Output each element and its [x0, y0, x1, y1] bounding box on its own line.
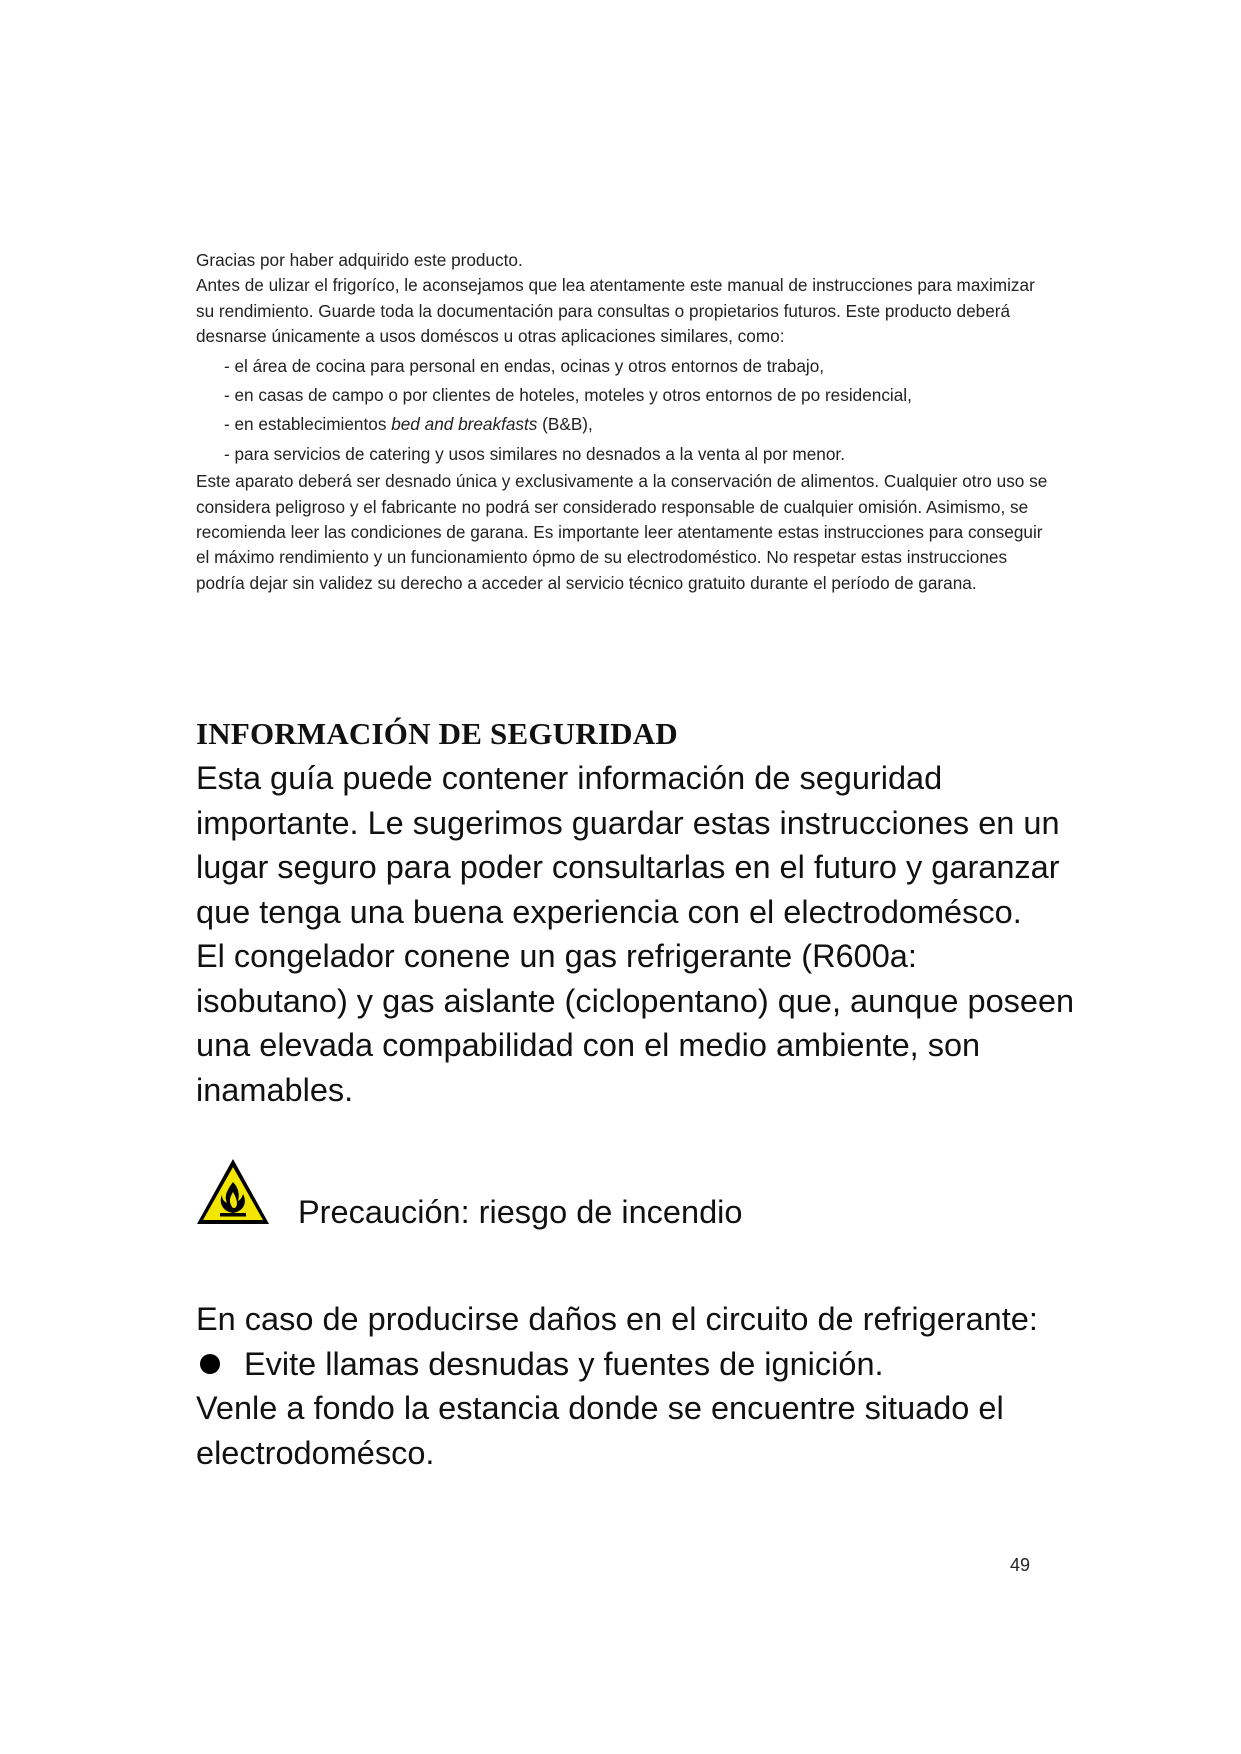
- safety-body: [196, 756, 1076, 1112]
- refrigerant-gas-paragraph: El congelador conene un gas refrigerante (R600a: isobutano) y gas aislante (ciclopentano) que, aunque poseen una elevada compabilidad con el medio ambiente, son inamables.: [196, 938, 1075, 1108]
- intro-paragraph: Antes de ulizar el frigoríco, le aconsejamos que lea atentamente este manual de instrucciones para maximizar su rendimiento. Guarde toda la documentación para consultas o propietarios futuros. Este producto deberá desnarse únicamente a usos doméscos u otras aplicaciones similares, como:: [196, 275, 1035, 347]
- bnb-prefix: - en establecimientos: [224, 414, 392, 435]
- bullet-dot-icon: [200, 1354, 220, 1374]
- intro-paragraph-2: Este aparato deberá ser desnado única y exclusivamente a la conservación de alimentos. Cualquier otro uso se considera peligroso y el fabricante no podrá ser considerado responsable de cualquier omisión. Asimismo, se recomienda leer las condiciones de garana. Es importante leer atentamente estas instrucciones para conseguir el máximo rendimiento y un funcionamiento ópmo de su electrodoméstico. No respetar estas instrucciones podría dejar sin validez su derecho a acceder al servicio técnico gratuito durante el período de garana.: [196, 471, 1048, 593]
- ventilate-paragraph: Venle a fondo la estancia donde se encuentre situado el electrodomésco.: [196, 1390, 1004, 1471]
- page-number: 49: [1010, 1555, 1031, 1575]
- fire-warning: [194, 1156, 894, 1236]
- damage-bullet: [196, 1342, 1076, 1387]
- intro-section: [196, 248, 1056, 596]
- damage-section: [196, 1297, 1076, 1475]
- damage-bullet-text: Evite llamas desnudas y fuentes de ignición.: [244, 1345, 884, 1382]
- safety-title: INFORMACIÓN DE SEGURIDAD: [196, 716, 678, 751]
- fire-hazard-warning-icon: [194, 1156, 272, 1228]
- damage-intro: En caso de producirse daños en el circuito de refrigerante:: [196, 1301, 1038, 1337]
- bnb-italic: bed and breakfasts: [391, 414, 538, 435]
- intro-thanks: Gracias por haber adquirido este producto.: [196, 250, 523, 270]
- intro-use-item: - para servicios de catering y usos similares no desnados a la venta al por menor.: [224, 443, 845, 464]
- intro-use-item-bnb: [196, 412, 1056, 437]
- bnb-suffix: (B&B),: [537, 414, 593, 435]
- fire-warning-text: Precaución: riesgo de incendio: [298, 1194, 743, 1230]
- intro-use-item: - en casas de campo o por clientes de hoteles, moteles y otros entornos de po residencial,: [224, 385, 912, 406]
- intro-use-item: - el área de cocina para personal en endas, ocinas y otros entornos de trabajo,: [224, 355, 825, 376]
- safety-guide-paragraph: Esta guía puede contener información de seguridad importante. Le sugerimos guardar estas instrucciones en un lugar seguro para poder consultarlas en el futuro y garanzar que tenga una buena experiencia con el electrodomésco.: [196, 760, 1060, 930]
